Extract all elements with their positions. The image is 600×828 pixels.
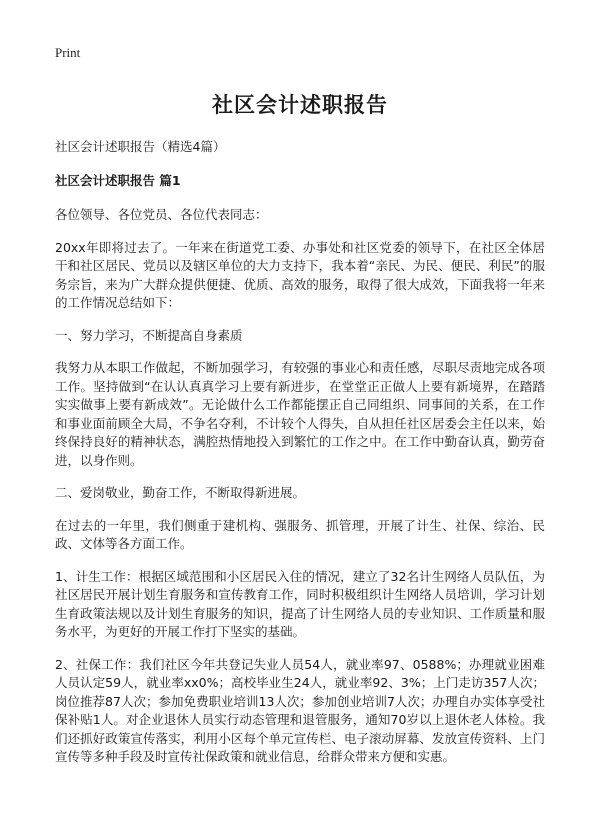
body-paragraph: 在过去的一年里，我们侧重于建机构、强服务、抓管理，开展了计生、社保、综治、民政、文体等各方面工作。 — [55, 517, 545, 551]
family-planning-paragraph: 1、计生工作：根据区域范围和小区居民入住的情况，建立了32名计生网络人员队伍，为社区居民开展计划生育服务和宣传教育工作，同时积极组织计生网络人员培训，学习计划生育政策法规以及计划生育服务的知识，提高了计生网络人员的专业知识、工作质量和服务水平，为更好的开展工作打下坚实的基础。 — [55, 568, 545, 639]
salutation-paragraph: 各位领导、各位党员、各位代表同志： — [55, 207, 268, 222]
intro-paragraph: 20xx年即将过去了。一年来在街道党工委、办事处和社区党委的领导下，在社区全体居干和社区居民、党员以及辖区单位的大力支持下，我本着“亲民、为民、便民、利民”的服务宗旨，来为广大群众提供便捷、优质、高效的服务，取得了很大成效，下面我将一年来的工作情况总结如下： — [55, 239, 545, 310]
page-title: 社区会计述职报告 — [212, 93, 388, 117]
section-two-heading: 二、爱岗敬业，勤奋工作，不断取得新进展。 — [55, 485, 306, 500]
social-security-paragraph: 2、社保工作：我们社区今年共登记失业人员54人，就业率97、0588%；办理就业困难人员认定59人，就业率xx0%；高校毕业生24人，就业率92、3%；上门走访357人次；岗位推荐87人次；参加免费职业培训13人次；参加创业培训7人次；办理自办实体享受社保补贴1人。对企业退休人员实行动态管理和退管服务，通知70岁以上退休老人体检。我们还抓好政策宣传落实，利用小区每个单元宣传栏、电子滚动屏幕、发放宣传资料、上门宣传等多种手段及时宣传社保政策和就业信息，给群众带来方便和实惠。 — [55, 656, 545, 764]
body-paragraph: 我努力从本职工作做起，不断加强学习，有较强的事业心和责任感，尽职尽责地完成各项工作。坚持做到“在认认真真学习上要有新进步，在堂堂正正做人上要有新境界，在踏踏实实做事上要有新成效”。无论做什么工作都能摆正自己同组织、同事间的关系，在工作和事业面前顾全大局，不争名夺利，不计较个人得失，自从担任社区居委会主任以来，始终保持良好的精神状态，满腔热情地投入到繁忙的工作之中。在工作中勤奋认真，勤劳奋进，以身作则。 — [55, 360, 545, 468]
section-one-heading: 一、努力学习，不断提高自身素质 — [55, 327, 243, 343]
print-link[interactable]: Print — [55, 45, 81, 60]
document-subtitle: 社区会计述职报告（精选4篇） — [55, 139, 226, 154]
section-heading: 社区会计述职报告 篇1 — [55, 173, 181, 188]
